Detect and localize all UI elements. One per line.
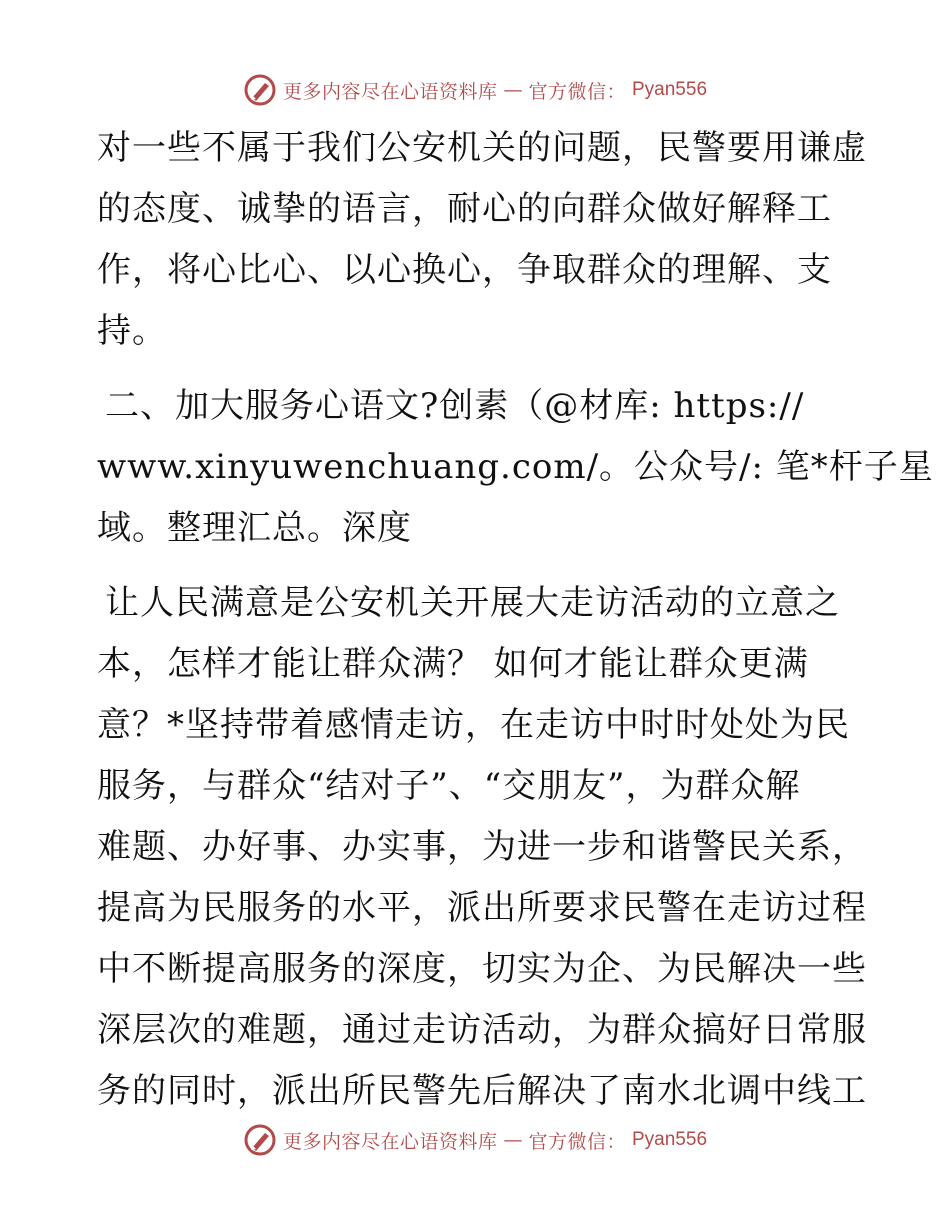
watermark-handle: Pyan556 — [632, 79, 708, 100]
pen-logo-icon — [243, 73, 277, 107]
text-line: 难题、办好事、办实事，为进一步和谐警民关系， — [97, 827, 867, 867]
header-watermark — [0, 70, 950, 110]
paragraph-1 — [97, 118, 867, 362]
text-line: 的态度、诚挚的语言，耐心的向群众做好解释工 — [97, 189, 832, 229]
text-line: 对一些不属于我们公安机关的问题，民警要用谦虚 — [97, 128, 867, 168]
watermark-separator: — — [503, 1129, 523, 1151]
watermark-separator: — — [503, 79, 523, 101]
document-body — [97, 118, 934, 1122]
pen-logo-icon — [243, 1123, 277, 1157]
watermark-text: 更多内容尽在心语资料库 — [282, 1130, 498, 1153]
text-line: 作，将心比心、以心换心，争取群众的理解、支 — [97, 250, 832, 290]
paragraph-3 — [97, 573, 867, 1122]
text-line: 本，怎样才能让群众满？ 如何才能让群众更满 — [97, 644, 809, 684]
text-line: 中不断提高服务的深度，切实为企、为民解决一些 — [97, 949, 867, 989]
watermark-text: 更多内容尽在心语资料库 — [282, 80, 498, 103]
text-line: 深层次的难题，通过走访活动，为群众搞好日常服 — [97, 1010, 867, 1050]
text-line: www.xinyuwenchuang.com/。公众号/: 笔*杆子星 — [97, 447, 934, 487]
text-line: 域。整理汇总。深度 — [97, 508, 412, 548]
paragraph-2-heading — [97, 376, 934, 559]
text-line: 让人民满意是公安机关开展大走访活动的立意之 — [105, 583, 840, 623]
footer-watermark — [0, 1120, 950, 1160]
text-line: 提高为民服务的水平，派出所要求民警在走访过程 — [97, 888, 867, 928]
text-line: 意？*坚持带着感情走访，在走访中时时处处为民 — [97, 705, 850, 745]
text-line: 持。 — [97, 311, 167, 351]
watermark-wechat-label: 官方微信： — [528, 80, 626, 103]
text-line: 服务，与群众“结对子”、“交朋友”，为群众解 — [97, 766, 801, 806]
watermark-wechat-label: 官方微信： — [528, 1130, 626, 1153]
text-line: 务的同时，派出所民警先后解决了南水北调中线工 — [97, 1071, 867, 1111]
watermark-handle: Pyan556 — [632, 1129, 708, 1150]
text-line: 二、加大服务心语文?创素（@材库: https:// — [105, 386, 805, 426]
